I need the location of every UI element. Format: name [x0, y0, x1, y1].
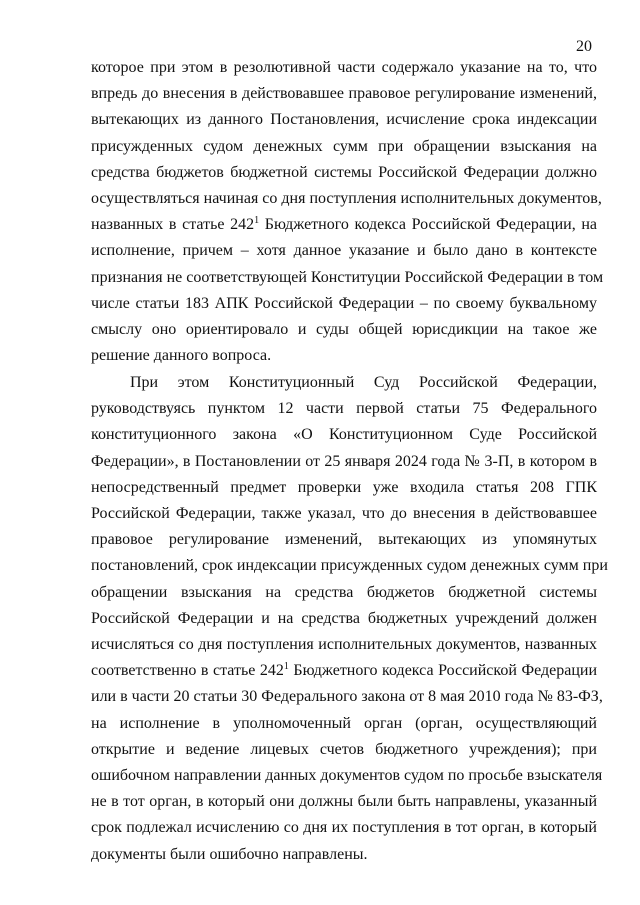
text-line [91, 504, 597, 524]
line-text: Российской Федерации и на средства бюджетных учреждений должен [91, 609, 597, 627]
line-text: исполнение, причем – хотя данное указание и было дано в контексте [91, 242, 597, 260]
line-text: При этом Конституционный Суд Российской Федерации, [130, 374, 597, 391]
text-line [91, 478, 597, 498]
text-line [91, 110, 597, 130]
footnote-superscript: 1 [254, 215, 260, 227]
text-line [91, 452, 597, 472]
text-line [91, 766, 603, 786]
text-line [91, 818, 597, 838]
line-text-continued: Бюджетного кодекса Российской Федерации, на [259, 216, 597, 234]
line-text: срок подлежал исчислению со дня их поступления в тот орган, в который [91, 819, 597, 837]
line-text: которое при этом в резолютивной части содержало указание на то, что [91, 59, 597, 76]
text-line [91, 58, 597, 78]
text-line [91, 346, 597, 366]
text-line [91, 714, 597, 734]
text-line [91, 661, 597, 681]
text-line [130, 373, 597, 393]
line-text: смыслу оно ориентировало и суды общей юрисдикции на такое же [91, 321, 597, 338]
line-text: впредь до внесения в действовавшее правовое регулирование изменений, [91, 85, 597, 103]
line-text: конституционного закона «О Конституционном Суде Российской [91, 426, 597, 444]
text-line [91, 635, 597, 655]
line-text: правовое регулирование изменений, вытекающих из упомянутых [91, 531, 597, 549]
line-text: вытекающих из данного Постановления, исчисление срока индексации [91, 111, 597, 129]
text-line [91, 189, 602, 209]
line-text: руководствуясь пунктом 12 части первой статьи 75 Федерального [91, 400, 597, 418]
line-text: постановлений, срок индексации присужденных судом денежных сумм при [91, 557, 608, 575]
text-line [91, 687, 603, 707]
text-line [91, 268, 604, 288]
line-text: ошибочном направлении данных документов судом по просьбе взыскателя [91, 767, 603, 784]
text-line [91, 583, 597, 603]
text-line [91, 137, 597, 157]
line-text: числе статьи 183 АПК Российской Федерации – по своему буквальному [91, 294, 597, 312]
line-text: осуществляться начиная со дня поступления исполнительных документов, [91, 190, 602, 207]
text-line [91, 84, 597, 104]
text-line [91, 320, 597, 340]
text-line [91, 399, 597, 419]
line-text: присужденных судом денежных сумм при обращении взыскания на [91, 137, 597, 155]
text-line [91, 241, 597, 261]
line-text: исчисляться со дня поступления исполнительных документов, названных [91, 636, 597, 653]
text-line [91, 215, 597, 235]
page-number: 20 [576, 38, 592, 55]
text-line [91, 740, 597, 760]
line-text: Российской Федерации, также указал, что до внесения в действовавшее [91, 505, 597, 522]
line-text-continued: Бюджетного кодекса Российской Федерации [288, 662, 598, 680]
footnote-superscript: 1 [283, 661, 289, 673]
text-line [91, 163, 597, 183]
text-line [91, 294, 597, 314]
text-line [91, 609, 597, 629]
line-text: решение данного вопроса. [91, 347, 272, 365]
line-text: Федерации», в Постановлении от 25 января 2024 года № 3-П, в котором в [91, 452, 597, 470]
line-text: признания не соответствующей Конституции Российской Федерации в том [91, 268, 604, 286]
line-text: названных в статье 242 [91, 216, 255, 234]
text-line [91, 845, 597, 865]
line-text: открытие и ведение лицевых счетов бюджетного учреждения); при [91, 740, 597, 758]
line-text: обращении взыскания на средства бюджетов бюджетной системы [91, 583, 597, 601]
line-text: документы были ошибочно направлены. [91, 845, 368, 863]
text-line [91, 425, 597, 445]
text-line [91, 530, 597, 550]
line-text: средства бюджетов бюджетной системы Российской Федерации должно [91, 163, 597, 181]
text-line [91, 792, 597, 812]
line-text: на исполнение в уполномоченный орган (орган, осуществляющий [91, 714, 597, 732]
text-line [91, 556, 608, 576]
line-text: соответственно в статье 242 [91, 662, 284, 680]
line-text: или в части 20 статьи 30 Федерального закона от 8 мая 2010 года № 83-ФЗ, [91, 688, 603, 706]
line-text: непосредственный предмет проверки уже входила статья 208 ГПК [91, 478, 597, 496]
line-text: не в тот орган, в который они должны были быть направлены, указанный [91, 793, 597, 811]
